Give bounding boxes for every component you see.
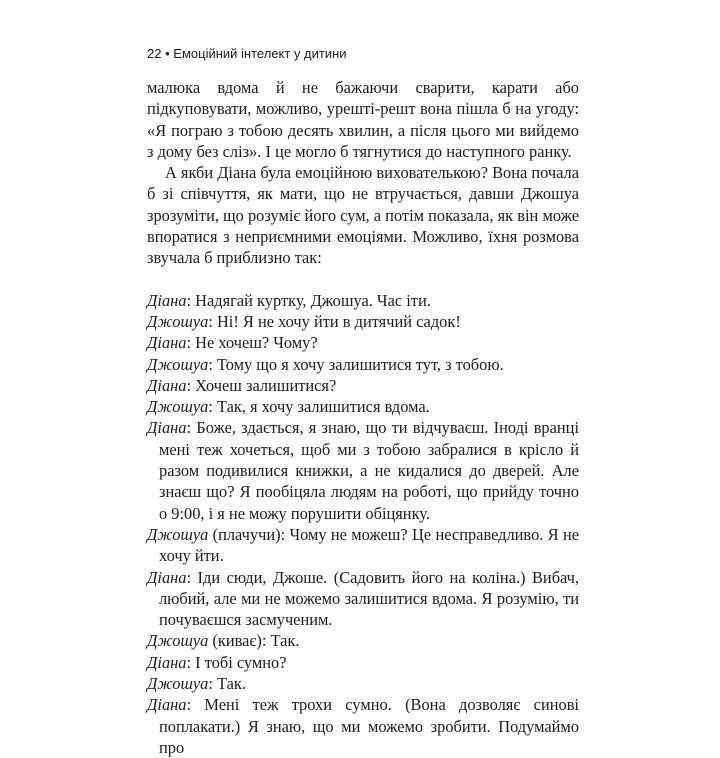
dialog-speaker: Діана — [147, 567, 187, 587]
dialog-text: : І тобі сумно? — [186, 652, 287, 672]
paragraph-continuation: малюка вдома й не бажаючи сварити, карати або підкуповувати, можливо, урешті-решт вона пішла б на угоду: «Я пограю з тобою десять хвилин, а після цього ми вийдемо з дому без сліз». І це могло б тягнутися до наступного ранку. — [147, 78, 579, 161]
dialog-speaker: Джошуа — [147, 674, 209, 694]
dialog-speaker: Діана — [147, 652, 187, 672]
running-title: Емоційний інтелект у дитини — [173, 46, 347, 61]
dialog-text: : Тому що я хочу залишитися тут, з тобою. — [208, 354, 504, 374]
dialog-line — [147, 694, 579, 758]
running-header — [147, 46, 347, 62]
dialog-text: : Ні! Я не хочу йти в дитячий садок! — [208, 311, 461, 331]
dialog-line — [147, 354, 579, 375]
dialog-text: : Боже, здається, я знаю, що ти відчуваєш. Іноді вранці мені теж хочеться, щоб ми з тобою забралися в крісло й разом подивилися книжки, а не кидалися до дверей. Але знаєш що? Я пообіцяла людям на роботі, що прийду точно о 9:00, і я не можу порушити обіцянку. — [159, 418, 579, 523]
dialog-speaker: Діана — [147, 695, 187, 715]
dialog-speaker: Джошуа — [147, 524, 209, 544]
dialog-text: : Хочеш залишитися? — [186, 375, 337, 395]
dialog-text: : Не хочеш? Чому? — [186, 333, 318, 353]
dialog-speaker: Діана — [147, 375, 187, 395]
dialog-text: : Так. — [208, 674, 246, 694]
dialog-line — [147, 311, 579, 332]
dialog-text: : Надягай куртку, Джошуа. Час іти. — [186, 290, 431, 310]
dialog-speaker: Діана — [147, 333, 187, 353]
dialog-speaker: Діана — [147, 418, 187, 438]
dialog-line — [147, 673, 579, 694]
dialog — [147, 290, 579, 758]
dialog-line — [147, 375, 579, 396]
page-number: 22 — [147, 46, 162, 61]
dialog-speaker: Джошуа — [147, 397, 209, 417]
dialog-speaker: Джошуа — [147, 354, 209, 374]
dialog-line — [147, 396, 579, 417]
paragraph: А якби Діана була емоційною вихователькою? Вона почала б зі співчуття, як мати, що не втручається, давши Джошуа зрозуміти, що розуміє його сум, а потім показала, як він може впоратися з неприємними емоціями. Можливо, їхня розмова звучала б приблизно так: — [147, 163, 579, 268]
body-text — [147, 77, 579, 758]
dialog-text: : Так, я хочу залишитися вдома. — [208, 397, 430, 417]
dialog-line — [147, 332, 579, 353]
dialog-speaker: Джошуа — [147, 311, 209, 331]
dialog-line — [147, 567, 579, 631]
dialog-line — [147, 652, 579, 673]
dialog-text: (киває): Так. — [208, 631, 300, 651]
dialog-speaker: Джошуа — [147, 631, 209, 651]
dialog-speaker: Діана — [147, 290, 187, 310]
dialog-text: : Іди сюди, Джоше. (Садовить його на коліна.) Вибач, любий, але ми не можемо залишитися вдома. Я розумію, ти почуваєшся засмученим. — [159, 567, 579, 630]
paragraph-gap — [147, 269, 579, 290]
dialog-line — [147, 290, 579, 311]
dialog-line — [147, 524, 579, 567]
dialog-line — [147, 417, 579, 523]
dialog-line — [147, 630, 579, 651]
dialog-text: : Мені теж трохи сумно. (Вона дозволяє синові поплакати.) Я знаю, що ми можемо зробити. Подумаймо про — [159, 695, 579, 757]
header-separator: • — [165, 46, 170, 61]
dialog-text: (плачучи): Чому не можеш? Це несправедливо. Я не хочу йти. — [159, 524, 579, 566]
